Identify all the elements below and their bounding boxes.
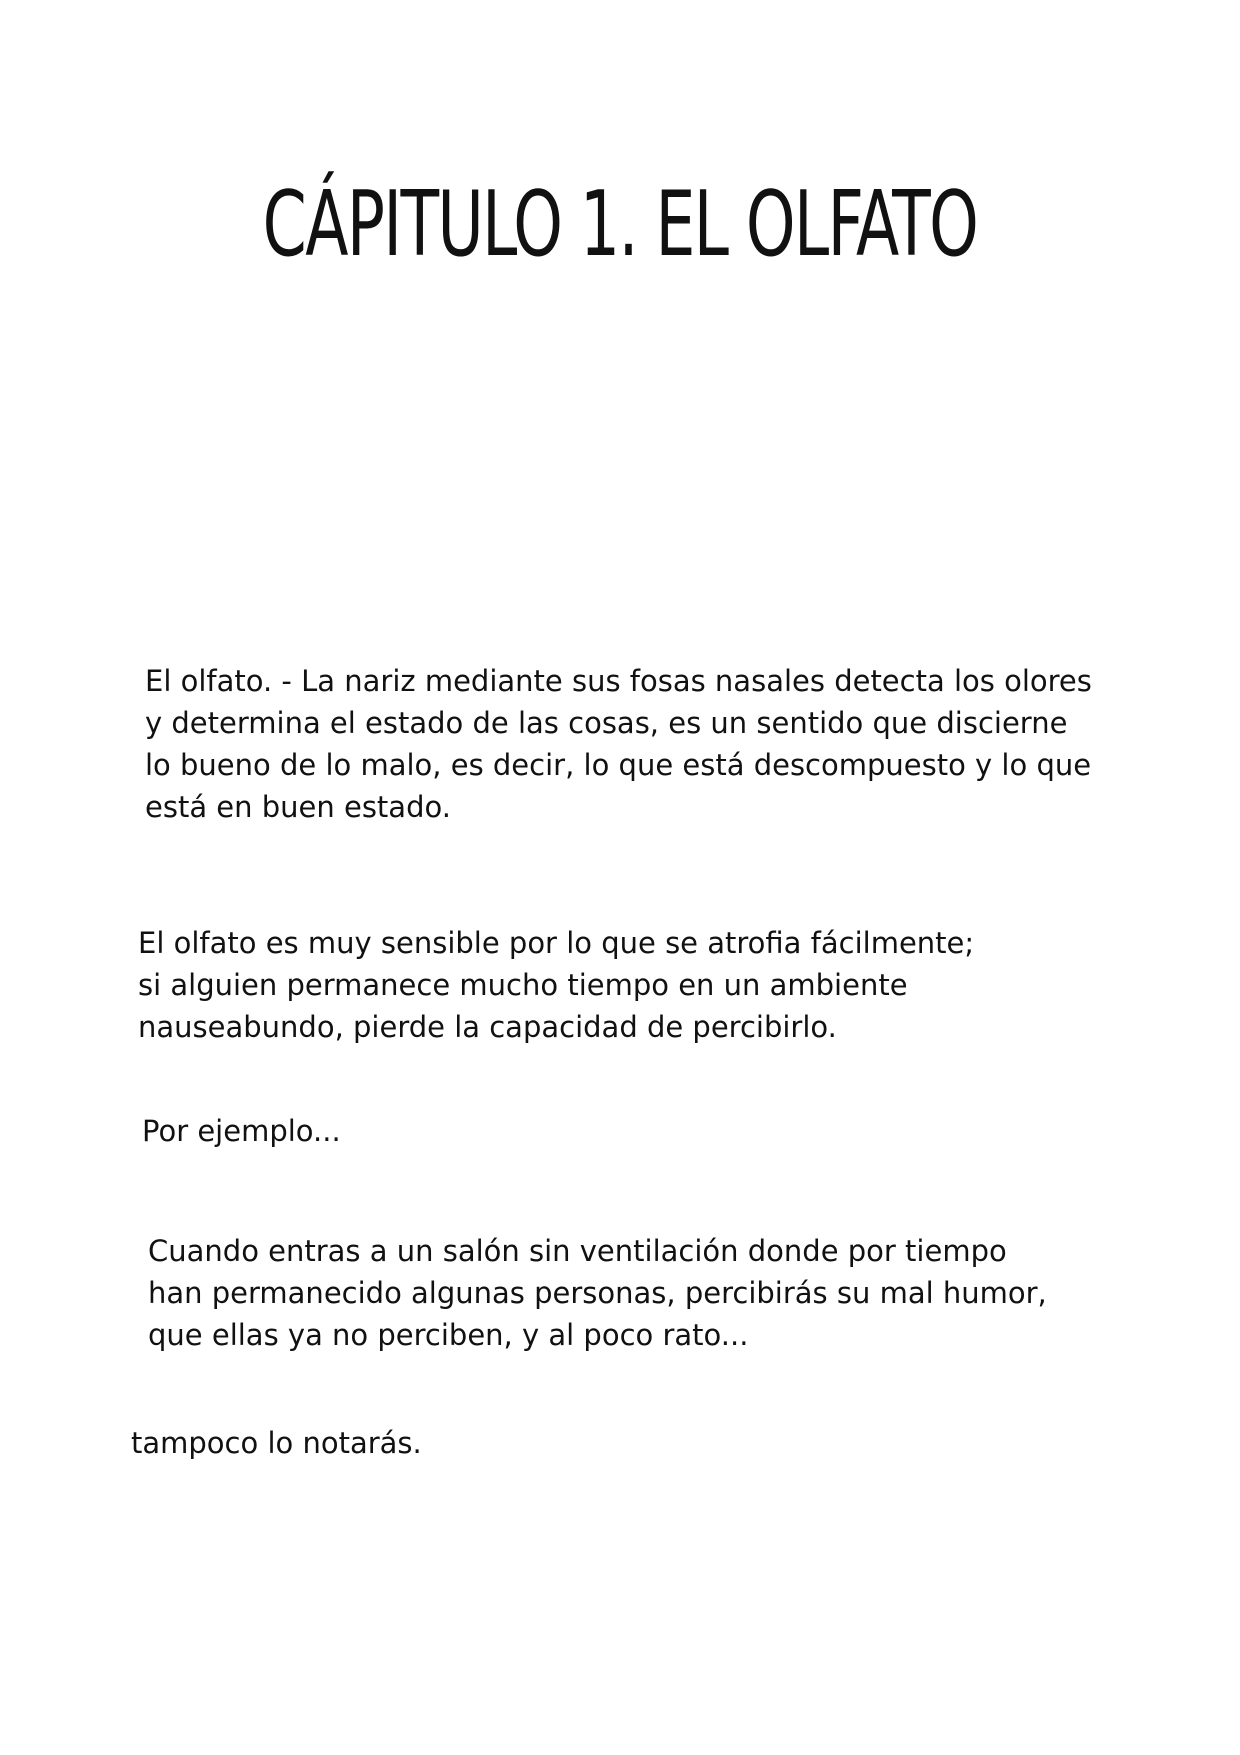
paragraph-example-intro: Por ejemplo... — [142, 1114, 341, 1148]
paragraph-conclusion: tampoco lo notarás. — [131, 1426, 422, 1460]
paragraph-definition: El olfato. - La nariz mediante sus fosas nasales detecta los olores y determina el estado de las cosas, es un sentido que discierne lo bueno de lo malo, es decir, lo que está descompuesto y lo que está en buen estado. — [145, 664, 1092, 824]
chapter-title: CÁPITULO 1. EL OLFATO — [262, 172, 978, 277]
paragraph-example: Cuando entras a un salón sin ventilación donde por tiempo han permanecido algunas personas, percibirás su mal humor, que ellas ya no perciben, y al poco rato... — [148, 1234, 1047, 1352]
paragraph-sensitivity: El olfato es muy sensible por lo que se atrofia fácilmente; si alguien permanece mucho tiempo en un ambiente nauseabundo, pierde la capacidad de percibirlo. — [138, 926, 975, 1044]
